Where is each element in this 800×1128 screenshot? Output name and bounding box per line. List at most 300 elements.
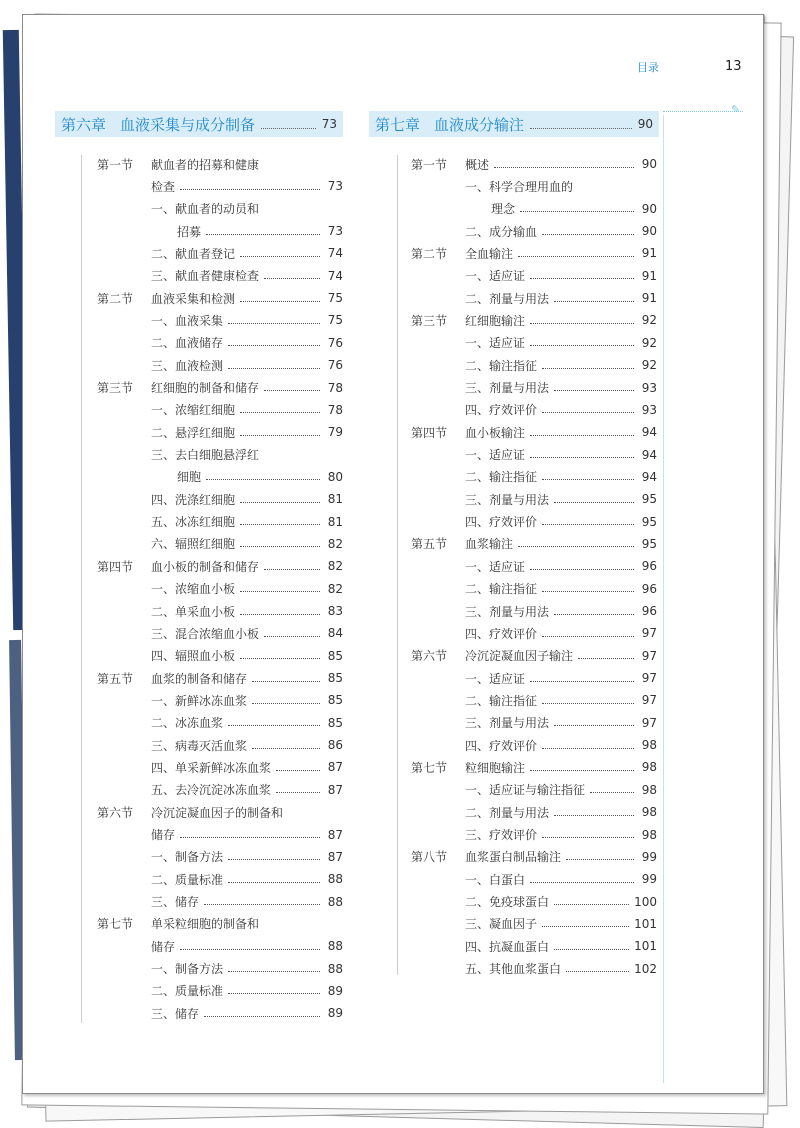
entry-page-number: 99 bbox=[641, 872, 657, 887]
entry-title: 三、血液检测 bbox=[151, 358, 224, 373]
entry-page-number: 82 bbox=[327, 536, 343, 551]
entry-page-number: 95 bbox=[641, 492, 657, 507]
leader-dots bbox=[554, 390, 634, 391]
toc-subentry-row[interactable] bbox=[97, 334, 343, 352]
entry-page-number: 94 bbox=[641, 425, 657, 440]
toc-subentry-row[interactable] bbox=[411, 446, 657, 464]
leader-dots bbox=[542, 837, 634, 838]
toc-subentry-row[interactable] bbox=[97, 602, 343, 620]
pen-icon: ✎ bbox=[731, 103, 741, 116]
entry-page-number: 99 bbox=[641, 849, 657, 864]
entry-title: 血小板输注 bbox=[465, 425, 526, 440]
entry-page-number: 87 bbox=[327, 760, 343, 775]
toc-subentry-row[interactable] bbox=[97, 848, 343, 866]
leader-dots bbox=[180, 189, 320, 190]
entry-page-number: 80 bbox=[327, 469, 343, 484]
toc-section-row[interactable] bbox=[411, 535, 657, 553]
section-label: 第一节 bbox=[97, 157, 134, 172]
entry-page-number: 98 bbox=[641, 827, 657, 842]
entry-title: 四、疗效评价 bbox=[465, 738, 538, 753]
toc-subentry-row[interactable] bbox=[411, 893, 657, 911]
column-rule-right bbox=[397, 155, 398, 975]
toc-section-row[interactable] bbox=[411, 155, 657, 173]
entry-page-number: 73 bbox=[327, 179, 343, 194]
leader-dots bbox=[518, 546, 634, 547]
entry-page-number: 89 bbox=[327, 1006, 343, 1021]
entry-title: 一、适应证 bbox=[465, 671, 526, 686]
leader-dots bbox=[554, 614, 634, 615]
entry-page-number: 88 bbox=[327, 894, 343, 909]
entry-title: 二、输注指征 bbox=[465, 693, 538, 708]
toc-section-row[interactable] bbox=[97, 803, 343, 821]
entry-title: 一、制备方法 bbox=[151, 850, 224, 865]
toc-page bbox=[22, 14, 764, 1094]
toc-subentry-row[interactable] bbox=[97, 736, 343, 754]
leader-dots bbox=[264, 636, 320, 637]
entry-title: 二、输注指征 bbox=[465, 470, 538, 485]
leader-dots bbox=[204, 1016, 320, 1017]
entry-page-number: 97 bbox=[641, 715, 657, 730]
page-number: 13 bbox=[725, 59, 742, 74]
entry-title: 二、免疫球蛋白 bbox=[465, 895, 550, 910]
toc-subentry-row[interactable] bbox=[411, 736, 657, 754]
leader-dots bbox=[530, 770, 634, 771]
toc-section-row[interactable] bbox=[411, 647, 657, 665]
toc-subentry-row[interactable] bbox=[97, 758, 343, 776]
entry-title: 二、剂量与用法 bbox=[465, 805, 550, 820]
toc-subentry-row[interactable] bbox=[411, 624, 657, 642]
toc-subentry-row[interactable] bbox=[411, 177, 657, 195]
leader-dots bbox=[276, 770, 320, 771]
leader-dots bbox=[240, 524, 320, 525]
toc-section-row[interactable] bbox=[411, 244, 657, 262]
entry-title: 三、剂量与用法 bbox=[465, 604, 550, 619]
entry-title: 一、制备方法 bbox=[151, 962, 224, 977]
entry-page-number: 91 bbox=[641, 291, 657, 306]
entry-title: 一、白蛋白 bbox=[465, 872, 526, 887]
toc-subentry-row[interactable] bbox=[411, 356, 657, 374]
leader-dots bbox=[240, 546, 320, 547]
entry-page-number: 91 bbox=[641, 246, 657, 261]
leader-dots bbox=[264, 569, 320, 570]
entry-title: 三、疗效评价 bbox=[465, 828, 538, 842]
leader-dots bbox=[520, 211, 634, 212]
entry-page-number: 82 bbox=[327, 559, 343, 574]
toc-subentry-row[interactable] bbox=[97, 982, 343, 1000]
entry-title: 一、科学合理用血的 bbox=[465, 179, 574, 194]
leader-dots bbox=[518, 256, 634, 257]
toc-subentry-row[interactable] bbox=[411, 557, 657, 575]
entry-title: 一、适应证 bbox=[465, 448, 526, 463]
entry-page-number: 97 bbox=[641, 626, 657, 641]
leader-dots bbox=[542, 591, 634, 592]
entry-title: 四、抗凝血蛋白 bbox=[465, 939, 550, 954]
leader-dots bbox=[240, 614, 320, 615]
entry-page-number: 78 bbox=[327, 380, 343, 395]
leader-dots bbox=[578, 658, 634, 659]
entry-page-number: 85 bbox=[327, 693, 343, 708]
toc-subentry-row[interactable] bbox=[411, 602, 657, 620]
toc-subentry-row[interactable] bbox=[411, 580, 657, 598]
entry-title: 血浆的制备和储存 bbox=[151, 671, 248, 686]
entry-page-number: 89 bbox=[327, 983, 343, 998]
entry-title: 二、冰冻血浆 bbox=[151, 716, 224, 731]
toc-section-row[interactable] bbox=[411, 423, 657, 441]
entry-title: 招募 bbox=[177, 224, 202, 239]
leader-dots bbox=[554, 502, 634, 503]
leader-dots bbox=[228, 725, 320, 726]
toc-subentry-row[interactable] bbox=[411, 870, 657, 888]
leader-dots bbox=[542, 703, 634, 704]
toc-subentry-row[interactable] bbox=[411, 468, 657, 486]
leader-dots bbox=[240, 658, 320, 659]
toc-subentry-row[interactable] bbox=[411, 490, 657, 508]
entry-page-number: 81 bbox=[327, 492, 343, 507]
chapter-heading-6[interactable] bbox=[55, 111, 343, 137]
toc-section-row[interactable] bbox=[97, 669, 343, 687]
toc-subentry-row[interactable] bbox=[97, 267, 343, 285]
entry-title: 四、疗效评价 bbox=[465, 403, 538, 418]
leader-dots bbox=[530, 435, 634, 436]
entry-title: 五、去冷沉淀冰冻血浆 bbox=[151, 783, 272, 798]
leader-dots bbox=[228, 971, 320, 972]
leader-dots bbox=[240, 256, 320, 257]
leader-dots bbox=[530, 681, 634, 682]
entry-title: 二、输注指征 bbox=[465, 358, 538, 373]
entry-page-number: 88 bbox=[327, 961, 343, 976]
entry-page-number: 74 bbox=[327, 246, 343, 261]
entry-title: 细胞 bbox=[177, 470, 202, 485]
toc-section-row[interactable] bbox=[411, 848, 657, 866]
toc-subentry-row[interactable] bbox=[97, 781, 343, 799]
chapter-heading-7[interactable] bbox=[369, 111, 659, 137]
entry-title: 三、病毒灭活血浆 bbox=[151, 738, 248, 753]
entry-title: 一、适应证 bbox=[465, 336, 526, 351]
toc-subentry-row[interactable] bbox=[411, 200, 657, 218]
entry-title: 二、单采血小板 bbox=[151, 604, 236, 619]
toc-subentry-row[interactable] bbox=[97, 311, 343, 329]
toc-subentry-row[interactable] bbox=[411, 222, 657, 240]
toc-subentry-row[interactable] bbox=[97, 870, 343, 888]
entry-page-number: 101 bbox=[634, 916, 657, 931]
leader-dots bbox=[240, 301, 320, 302]
section-label: 第五节 bbox=[97, 671, 134, 686]
entry-page-number: 85 bbox=[327, 648, 343, 663]
chapter-number: 第六章 bbox=[61, 115, 107, 134]
toc-subentry-row[interactable] bbox=[97, 580, 343, 598]
chapter-title: 血液成分输注 bbox=[434, 115, 525, 134]
entry-title: 四、洗涤红细胞 bbox=[151, 492, 236, 507]
leader-dots bbox=[542, 479, 634, 480]
entry-page-number: 98 bbox=[641, 805, 657, 820]
entry-title: 四、单采新鲜冰冻血浆 bbox=[151, 760, 272, 775]
column-rule-left bbox=[81, 155, 82, 1023]
entry-page-number: 93 bbox=[641, 380, 657, 395]
entry-page-number: 97 bbox=[641, 648, 657, 663]
leader-dots bbox=[494, 167, 634, 168]
entry-title: 一、适应证 bbox=[465, 559, 526, 574]
toc-subentry-row[interactable] bbox=[97, 624, 343, 642]
toc-subentry-row[interactable] bbox=[411, 379, 657, 397]
entry-page-number: 92 bbox=[641, 335, 657, 350]
toc-section-row[interactable] bbox=[97, 379, 343, 397]
leader-dots bbox=[530, 128, 632, 129]
leader-dots bbox=[252, 681, 320, 682]
leader-dots bbox=[566, 971, 629, 972]
leader-dots bbox=[228, 993, 320, 994]
toc-subentry-row[interactable] bbox=[411, 691, 657, 709]
section-label: 第二节 bbox=[411, 246, 448, 261]
section-label: 第五节 bbox=[411, 537, 448, 552]
entry-page-number: 87 bbox=[327, 849, 343, 864]
section-label: 第四节 bbox=[411, 425, 448, 440]
entry-title: 献血者的招募和健康 bbox=[151, 157, 260, 172]
entry-page-number: 98 bbox=[641, 738, 657, 753]
toc-subentry-row[interactable] bbox=[97, 714, 343, 732]
section-label: 第三节 bbox=[411, 313, 448, 328]
entry-page-number: 94 bbox=[641, 447, 657, 462]
entry-title: 三、混合浓缩血小板 bbox=[151, 626, 260, 641]
leader-dots bbox=[554, 904, 629, 905]
leader-dots bbox=[530, 569, 634, 570]
leader-dots bbox=[252, 703, 320, 704]
entry-title: 全血输注 bbox=[465, 246, 514, 261]
toc-subentry-row[interactable] bbox=[411, 960, 657, 978]
toc-subentry-row[interactable] bbox=[97, 893, 343, 911]
section-label: 第七节 bbox=[411, 760, 448, 775]
toc-subentry-row[interactable] bbox=[97, 356, 343, 374]
entry-title: 冷沉淀凝血因子输注 bbox=[465, 649, 574, 664]
section-label: 第三节 bbox=[97, 381, 134, 395]
leader-dots bbox=[542, 636, 634, 637]
entry-page-number: 85 bbox=[327, 715, 343, 730]
toc-subentry-row[interactable] bbox=[411, 267, 657, 285]
toc-section-row[interactable] bbox=[97, 557, 343, 575]
leader-dots bbox=[204, 904, 320, 905]
entry-page-number: 97 bbox=[641, 693, 657, 708]
running-title: 目录 bbox=[637, 61, 659, 74]
toc-subentry-row[interactable] bbox=[411, 513, 657, 531]
leader-dots bbox=[261, 128, 316, 129]
entry-title: 三、去白细胞悬浮红 bbox=[151, 448, 260, 463]
entry-page-number: 76 bbox=[327, 358, 343, 373]
entry-page-number: 96 bbox=[641, 604, 657, 618]
entry-page-number: 94 bbox=[641, 469, 657, 484]
entry-title: 三、储存 bbox=[151, 895, 200, 910]
toc-subentry-row[interactable] bbox=[97, 244, 343, 262]
entry-page-number: 88 bbox=[327, 872, 343, 887]
toc-subentry-row[interactable] bbox=[97, 691, 343, 709]
entry-title: 红细胞输注 bbox=[465, 313, 526, 328]
section-label: 第六节 bbox=[411, 649, 448, 664]
toc-subentry-row[interactable] bbox=[97, 401, 343, 419]
leader-dots bbox=[542, 412, 634, 413]
entry-title: 粒细胞输注 bbox=[465, 760, 526, 775]
entry-title: 一、浓缩血小板 bbox=[151, 582, 236, 597]
toc-subentry-row[interactable] bbox=[97, 177, 343, 195]
entry-title: 二、质量标准 bbox=[151, 872, 224, 887]
entry-title: 理念 bbox=[491, 202, 516, 217]
leader-dots bbox=[240, 591, 320, 592]
toc-subentry-row[interactable] bbox=[411, 937, 657, 955]
toc-subentry-row[interactable] bbox=[411, 669, 657, 687]
toc-subentry-row[interactable] bbox=[97, 200, 343, 218]
entry-page-number: 96 bbox=[641, 581, 657, 596]
entry-page-number: 83 bbox=[327, 604, 343, 618]
leader-dots bbox=[590, 792, 634, 793]
leader-dots bbox=[554, 949, 629, 950]
entry-page-number: 79 bbox=[327, 425, 343, 440]
entry-title: 冷沉淀凝血因子的制备和 bbox=[151, 805, 284, 820]
leader-dots bbox=[206, 234, 320, 235]
toc-section-row[interactable] bbox=[411, 758, 657, 776]
entry-title: 三、储存 bbox=[151, 1006, 200, 1021]
leader-dots bbox=[554, 725, 634, 726]
section-label: 第七节 bbox=[97, 917, 134, 932]
leader-dots bbox=[530, 457, 634, 458]
toc-subentry-row[interactable] bbox=[97, 826, 343, 844]
entry-page-number: 86 bbox=[327, 738, 343, 753]
entry-title: 二、剂量与用法 bbox=[465, 291, 550, 306]
section-label: 第二节 bbox=[97, 291, 134, 306]
entry-page-number: 90 bbox=[641, 224, 657, 239]
leader-dots bbox=[180, 837, 320, 838]
entry-title: 概述 bbox=[465, 157, 490, 172]
toc-subentry-row[interactable] bbox=[411, 714, 657, 732]
entry-page-number: 81 bbox=[327, 514, 343, 529]
entry-title: 一、浓缩红细胞 bbox=[151, 403, 236, 418]
entry-page-number: 82 bbox=[327, 581, 343, 596]
entry-title: 五、冰冻红细胞 bbox=[151, 515, 236, 530]
entry-title: 储存 bbox=[151, 828, 176, 842]
entry-title: 六、辐照红细胞 bbox=[151, 537, 236, 552]
chapter-number: 第七章 bbox=[375, 115, 421, 134]
entry-page-number: 97 bbox=[641, 671, 657, 686]
leader-dots bbox=[530, 278, 634, 279]
entry-page-number: 92 bbox=[641, 313, 657, 328]
toc-section-row[interactable] bbox=[97, 155, 343, 173]
entry-title: 三、献血者健康检查 bbox=[151, 269, 260, 284]
section-label: 第一节 bbox=[411, 157, 448, 172]
toc-subentry-row[interactable] bbox=[411, 334, 657, 352]
leader-dots bbox=[240, 435, 320, 436]
leader-dots bbox=[180, 949, 320, 950]
entry-page-number: 92 bbox=[641, 358, 657, 373]
toc-subentry-row[interactable] bbox=[97, 937, 343, 955]
leader-dots bbox=[240, 412, 320, 413]
toc-subentry-row[interactable] bbox=[97, 468, 343, 486]
leader-dots bbox=[276, 792, 320, 793]
section-label: 第八节 bbox=[411, 850, 448, 865]
entry-title: 二、血液储存 bbox=[151, 336, 224, 351]
toc-subentry-row[interactable] bbox=[97, 960, 343, 978]
leader-dots bbox=[228, 345, 320, 346]
entry-page-number: 76 bbox=[327, 335, 343, 350]
entry-page-number: 95 bbox=[641, 514, 657, 529]
toc-subentry-row[interactable] bbox=[97, 647, 343, 665]
entry-page-number: 74 bbox=[327, 268, 343, 283]
entry-page-number: 90 bbox=[641, 201, 657, 216]
entry-page-number: 85 bbox=[327, 671, 343, 686]
entry-page-number: 84 bbox=[327, 626, 343, 641]
entry-title: 三、剂量与用法 bbox=[465, 492, 550, 507]
toc-subentry-row[interactable] bbox=[97, 513, 343, 531]
entry-page-number: 75 bbox=[327, 291, 343, 306]
leader-dots bbox=[252, 748, 320, 749]
entry-title: 单采粒细胞的制备和 bbox=[151, 917, 260, 932]
toc-subentry-row[interactable] bbox=[411, 401, 657, 419]
entry-title: 血浆输注 bbox=[465, 537, 514, 552]
entry-page-number: 101 bbox=[634, 939, 657, 954]
toc-subentry-row[interactable] bbox=[411, 289, 657, 307]
leader-dots bbox=[228, 882, 320, 883]
leader-dots bbox=[542, 524, 634, 525]
leader-dots bbox=[228, 323, 320, 324]
toc-subentry-row[interactable] bbox=[411, 803, 657, 821]
toc-subentry-row[interactable] bbox=[97, 446, 343, 464]
leader-dots bbox=[554, 301, 634, 302]
entry-page-number: 87 bbox=[327, 782, 343, 797]
toc-subentry-row[interactable] bbox=[411, 915, 657, 933]
leader-dots bbox=[542, 748, 634, 749]
entry-title: 三、凝血因子 bbox=[465, 917, 538, 932]
entry-title: 五、其他血浆蛋白 bbox=[465, 962, 562, 977]
toc-subentry-row[interactable] bbox=[97, 423, 343, 441]
toc-section-row[interactable] bbox=[97, 289, 343, 307]
toc-subentry-row[interactable] bbox=[411, 826, 657, 844]
entry-title: 二、献血者登记 bbox=[151, 246, 236, 261]
leader-dots bbox=[530, 882, 634, 883]
entry-page-number: 93 bbox=[641, 402, 657, 417]
margin-rule bbox=[663, 115, 664, 1083]
entry-title: 一、适应证 bbox=[465, 269, 526, 284]
toc-section-row[interactable] bbox=[97, 915, 343, 933]
entry-title: 一、血液采集 bbox=[151, 313, 224, 328]
entry-title: 二、成分输血 bbox=[465, 224, 538, 239]
toc-subentry-row[interactable] bbox=[97, 490, 343, 508]
entry-page-number: 102 bbox=[634, 961, 657, 976]
entry-title: 一、新鲜冰冻血浆 bbox=[151, 693, 248, 708]
entry-title: 一、献血者的动员和 bbox=[151, 202, 260, 217]
entry-title: 一、适应证与输注指征 bbox=[465, 783, 586, 798]
chapter-page: 73 bbox=[321, 117, 337, 131]
section-label: 第六节 bbox=[97, 805, 134, 820]
leader-dots bbox=[264, 278, 320, 279]
toc-subentry-row[interactable] bbox=[411, 781, 657, 799]
leader-dots bbox=[530, 323, 634, 324]
entry-title: 四、疗效评价 bbox=[465, 515, 538, 530]
section-label: 第四节 bbox=[97, 559, 134, 574]
entry-page-number: 98 bbox=[641, 782, 657, 797]
chapter-title: 血液采集与成分制备 bbox=[120, 115, 256, 134]
entry-page-number: 73 bbox=[327, 224, 343, 239]
entry-title: 四、辐照血小板 bbox=[151, 649, 236, 664]
entry-page-number: 87 bbox=[327, 827, 343, 842]
toc-subentry-row[interactable] bbox=[97, 535, 343, 553]
entry-title: 三、剂量与用法 bbox=[465, 716, 550, 731]
toc-section-row[interactable] bbox=[411, 311, 657, 329]
leader-dots bbox=[530, 345, 634, 346]
chapter-page: 90 bbox=[637, 117, 653, 131]
entry-page-number: 98 bbox=[641, 760, 657, 775]
entry-title: 三、剂量与用法 bbox=[465, 381, 550, 395]
leader-dots bbox=[542, 368, 634, 369]
toc-subentry-row[interactable] bbox=[97, 222, 343, 240]
entry-title: 血浆蛋白制品输注 bbox=[465, 850, 562, 865]
toc-subentry-row[interactable] bbox=[97, 1004, 343, 1022]
entry-title: 四、疗效评价 bbox=[465, 626, 538, 641]
entry-page-number: 95 bbox=[641, 536, 657, 551]
